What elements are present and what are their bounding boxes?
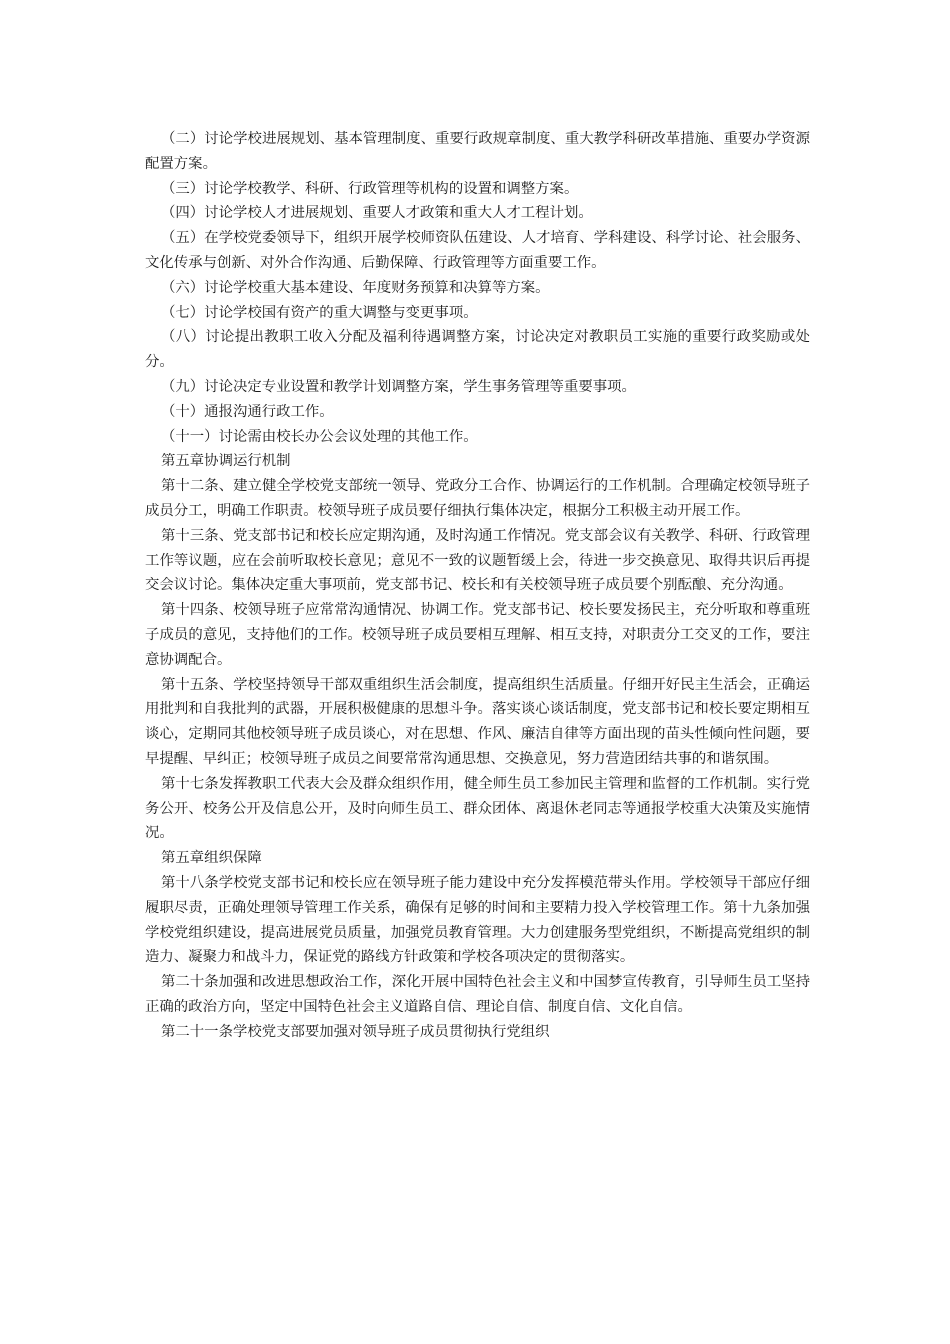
paragraph-item-9: （九）讨论决定专业设置和教学计划调整方案，学生事务管理等重要事项。 (161, 378, 636, 395)
paragraph-item-6: （六）讨论学校重大基本建设、年度财务预算和决算等方案。 (161, 279, 550, 296)
document-body (145, 127, 810, 1044)
paragraph-item-7: （七）讨论学校国有资产的重大调整与变更事项。 (161, 304, 478, 321)
article-12: 第十二条、建立健全学校党支部统一领导、党政分工合作、协调运行的工作机制。合理确定校领导班子成员分工，明确工作职责。校领导班子成员要仔细执行集体决定，根据分工积极主动开展工作。 (145, 478, 810, 519)
paragraph-item-3: （三）讨论学校教学、科研、行政管理等机构的设置和调整方案。 (161, 180, 579, 197)
article-18-19: 第十八条学校党支部书记和校长应在领导班子能力建设中充分发挥模范带头作用。学校领导干部应仔细履职尽责，正确处理领导管理工作关系，确保有足够的时间和主要精力投入学校管理工作。第十九条加强学校党组织建设，提高进展党员质量，加强党员教育管理。大力创建服务型党组织，不断提高党组织的制造力、凝聚力和战斗力，保证党的路线方针政策和学校各项决定的贯彻落实。 (145, 874, 810, 966)
article-20: 第二十条加强和改进思想政治工作，深化开展中国特色社会主义和中国梦宣传教育，引导师生员工坚持正确的政治方向，坚定中国特色社会主义道路自信、理论自信、制度自信、文化自信。 (145, 974, 810, 1015)
chapter-heading-organization: 第五章组织保障 (161, 850, 262, 867)
paragraph-item-10: （十）通报沟通行政工作。 (161, 403, 334, 420)
paragraph-item-2: （二）讨论学校进展规划、基本管理制度、重要行政规章制度、重大教学科研改革措施、重要办学资源配置方案。 (145, 131, 810, 172)
article-15: 第十五条、学校坚持领导干部双重组织生活会制度，提高组织生活质量。仔细开好民主生活会，正确运用批判和自我批判的武器，开展积极健康的思想斗争。落实谈心谈话制度，党支部书记和校长要定期相互谈心，定期同其他校领导班子成员谈心，对在思想、作风、廉洁自律等方面出现的苗头性倾向性问题，要早提醒、早纠正；校领导班子成员之间要常常沟通思想、交换意见，努力营造团结共事的和谐氛围。 (145, 676, 810, 767)
article-13: 第十三条、党支部书记和校长应定期沟通，及时沟通工作情况。党支部会议有关教学、科研、行政管理工作等议题，应在会前听取校长意见；意见不一致的议题暂缓上会，待进一步交换意见、取得共识后再提交会议讨论。集体决定重大事项前，党支部书记、校长和有关校领导班子成员要个别酝酿、充分沟通。 (145, 527, 810, 594)
chapter-heading-coordination: 第五章协调运行机制 (161, 453, 291, 470)
paragraph-item-5: （五）在学校党委领导下，组织开展学校师资队伍建设、人才培育、学科建设、科学讨论、社会服务、文化传承与创新、对外合作沟通、后勤保障、行政管理等方面重要工作。 (145, 230, 810, 271)
paragraph-item-8: （八）讨论提出教职工收入分配及福利待遇调整方案，讨论决定对教职员工实施的重要行政奖励或处分。 (145, 329, 810, 371)
paragraph-item-11: （十一）讨论需由校长办公会议处理的其他工作。 (161, 428, 478, 445)
article-14: 第十四条、校领导班子应常常沟通情况、协调工作。党支部书记、校长要发扬民主，充分听取和尊重班子成员的意见，支持他们的工作。校领导班子成员要相互理解、相互支持，对职责分工交叉的工作，要注意协调配合。 (145, 602, 810, 668)
article-17: 第十七条发挥教职工代表大会及群众组织作用，健全师生员工参加民主管理和监督的工作机制。实行党务公开、校务公开及信息公开，及时向师生员工、群众团体、离退休老同志等通报学校重大决策及实施情况。 (145, 775, 810, 842)
paragraph-item-4: （四）讨论学校人才进展规划、重要人才政策和重大人才工程计划。 (161, 205, 593, 222)
article-21: 第二十一条学校党支部要加强对领导班子成员贯彻执行党组织 (161, 1023, 550, 1040)
